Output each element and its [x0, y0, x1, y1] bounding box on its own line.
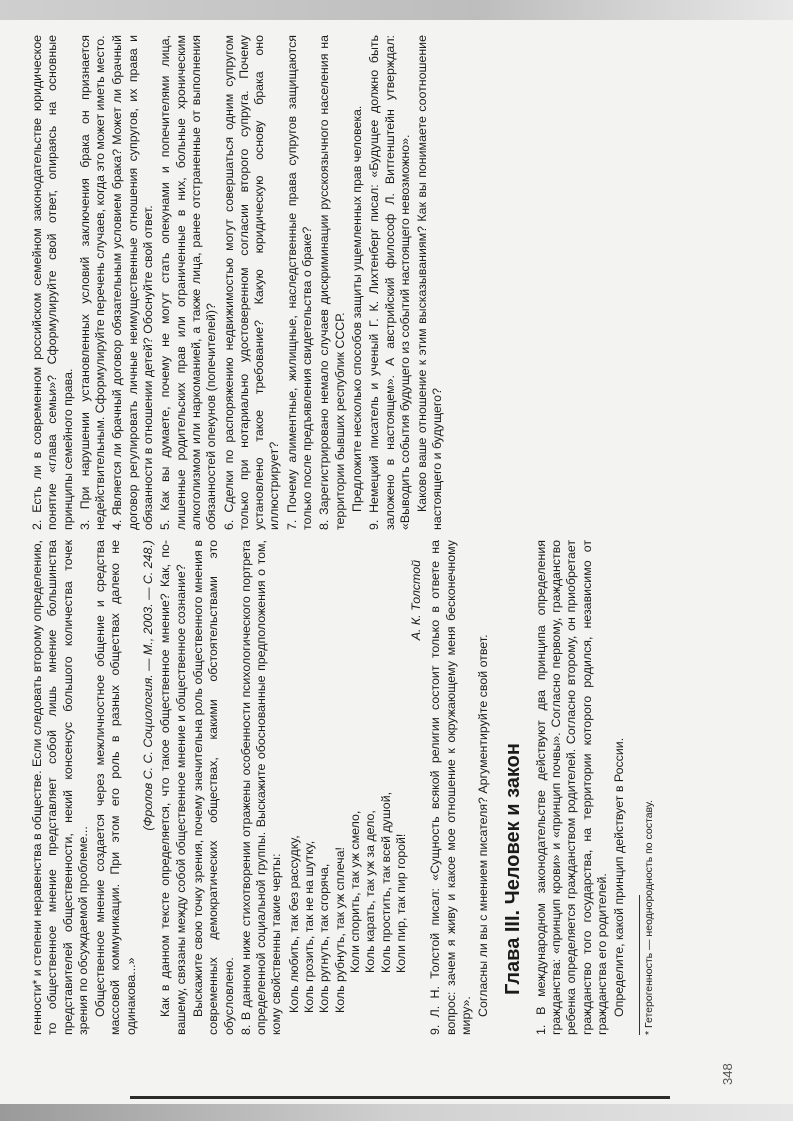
question-6: 6. Сделки по распоряжению недвижимостью могут совершаться одним супругом только при нотариально удостоверенном согласии второго супруга. Почему установлено такое требование? Какую юридическую основу брака оно иллюстрирует? [221, 35, 282, 530]
poem-line: Коли спорить, так уж смело, [347, 810, 362, 973]
paragraph: Согласны ли вы с мнением писателя? Аргументируйте свой ответ. [476, 634, 491, 1017]
poem-line: Коль простить, так всей душой, [378, 791, 393, 973]
poem-line: Коль рубнуть, так уж сплеча! [332, 847, 347, 1013]
question-7: 7. Почему алиментные, жилищные, наследственные права супругов защищаются только после предъявления свидетельства о браке? [284, 35, 315, 530]
poem-line: Коль грозить, так не на шутку, [302, 840, 317, 1013]
rotated-book-page [30, 35, 760, 1085]
footnote-divider [639, 895, 640, 1035]
question-2: 2. Есть ли в современном российском семейном законодательстве юридическое понятие «глава семьи»? Сформулируйте свой ответ, опираясь на основные принципы семейного права. [30, 35, 75, 530]
question-5: 5. Как вы думаете, почему не могут стать опекунами и попечителями лица, лишенные родительских прав или ограниченные в них, больные хроническим алкоголизмом или наркоманией, а также лица, ранее отстраненные от выполнения обязанностей опекунов (попечителей)? [158, 35, 219, 530]
poem-line: Коли пир, так пир горой! [393, 833, 408, 973]
question-9: 9. Л. Н. Толстой писал: «Сущность всякой религии состоит только в ответе на вопрос: зачем я живу и какое мое отношение к окружающему меня бесконечному миру». [428, 540, 474, 1035]
poem-author: А. К. Толстой [409, 560, 424, 641]
paragraph: Определите, какой принцип действует в России. [612, 737, 627, 1017]
paragraph: Выскажите свою точку зрения, почему значительна роль общественного мнения в современных демократических обществах, какими обстоятельствами это обусловлено. [190, 540, 236, 1035]
question-9-right: 9. Немецкий писатель и ученый Г. К. Лихтенберг писал: «Будущее должно быть заложено в настоящем». А австрийский философ Л. Витгенштейн утверждал: «Выводить события будущего из событий настоящего невозможно». [367, 35, 412, 530]
citation: (Фролов С. С. Социология. — М., 2003. — С. 248.) [141, 540, 156, 831]
right-column [30, 35, 448, 530]
paragraph: Каково ваше отношение к этим высказываниям? Как вы понимаете соотношение настоящего и будущего? [415, 35, 445, 530]
poem-line: Коль ругнуть, так сгоряча, [317, 863, 332, 1013]
poem-line: Коль любить, так без рассудку, [286, 835, 301, 1013]
chapter-heading: Глава III. Человек и закон [501, 743, 524, 995]
scan-page-edge [130, 1096, 670, 1099]
scan-top-edge [0, 0, 793, 20]
question-4: 4. Является ли брачный договор обязательным условием брака? Может ли брачный договор регулировать личные неимущественные отношения супругов, их права и обязанности в отношении детей? Обоснуйте свой ответ. [110, 35, 156, 530]
paragraph: Общественное мнение создается через межличностное общение и средства массовой коммуникации. При этом его роль в разных обществах далеко не одинакова...» [93, 540, 138, 1035]
poem-line: Коль карать, так уж за дело, [363, 810, 378, 973]
paragraph: генности* и степени неравенства в обществе. Если следовать второму определению, то общественное мнение представляет собой лишь мнение большинства представителей общественности, некий консенсус большого количества точек зрения по обсуждаемой проблеме... [30, 540, 90, 1035]
left-column [30, 540, 656, 1035]
scan-bottom-edge [0, 1104, 793, 1121]
chapter-question-1: 1. В международном законодательстве действуют два принципа определения гражданства: «принцип крови» и «принцип почвы». Согласно первому, гражданство ребенка определяется гражданством родителей. Согласно второму, он приобретает гражданство того государства, на территории которого родился, независимо от гражданства его родителей. [533, 540, 609, 1035]
footnote: * Гетерогенность — неоднородность по составу. [643, 800, 656, 1035]
paragraph: Как в данном тексте определяется, что такое общественное мнение? Как, по-вашему, связаны между собой общественное мнение и общественное сознание? [158, 540, 188, 1035]
question-8: 8. В данном ниже стихотворении отражены особенности психологического портрета определенной социальной группы. Выскажите обоснованные предположения о том, кому свойственны такие черты: [238, 540, 284, 1035]
question-8-right: 8. Зарегистрировано немало случаев дискриминации русскоязычного населения на территории бывших республик СССР. [317, 35, 347, 530]
page-number: 348 [720, 1063, 735, 1085]
poem [287, 540, 409, 1013]
paragraph: Предложите несколько способов защиты ущемленных прав человека. [349, 105, 364, 512]
question-3: 3. При нарушении установленных условий заключения брака он признается недействительным. Сформулируйте перечень случаев, когда это может иметь место. [77, 35, 108, 530]
